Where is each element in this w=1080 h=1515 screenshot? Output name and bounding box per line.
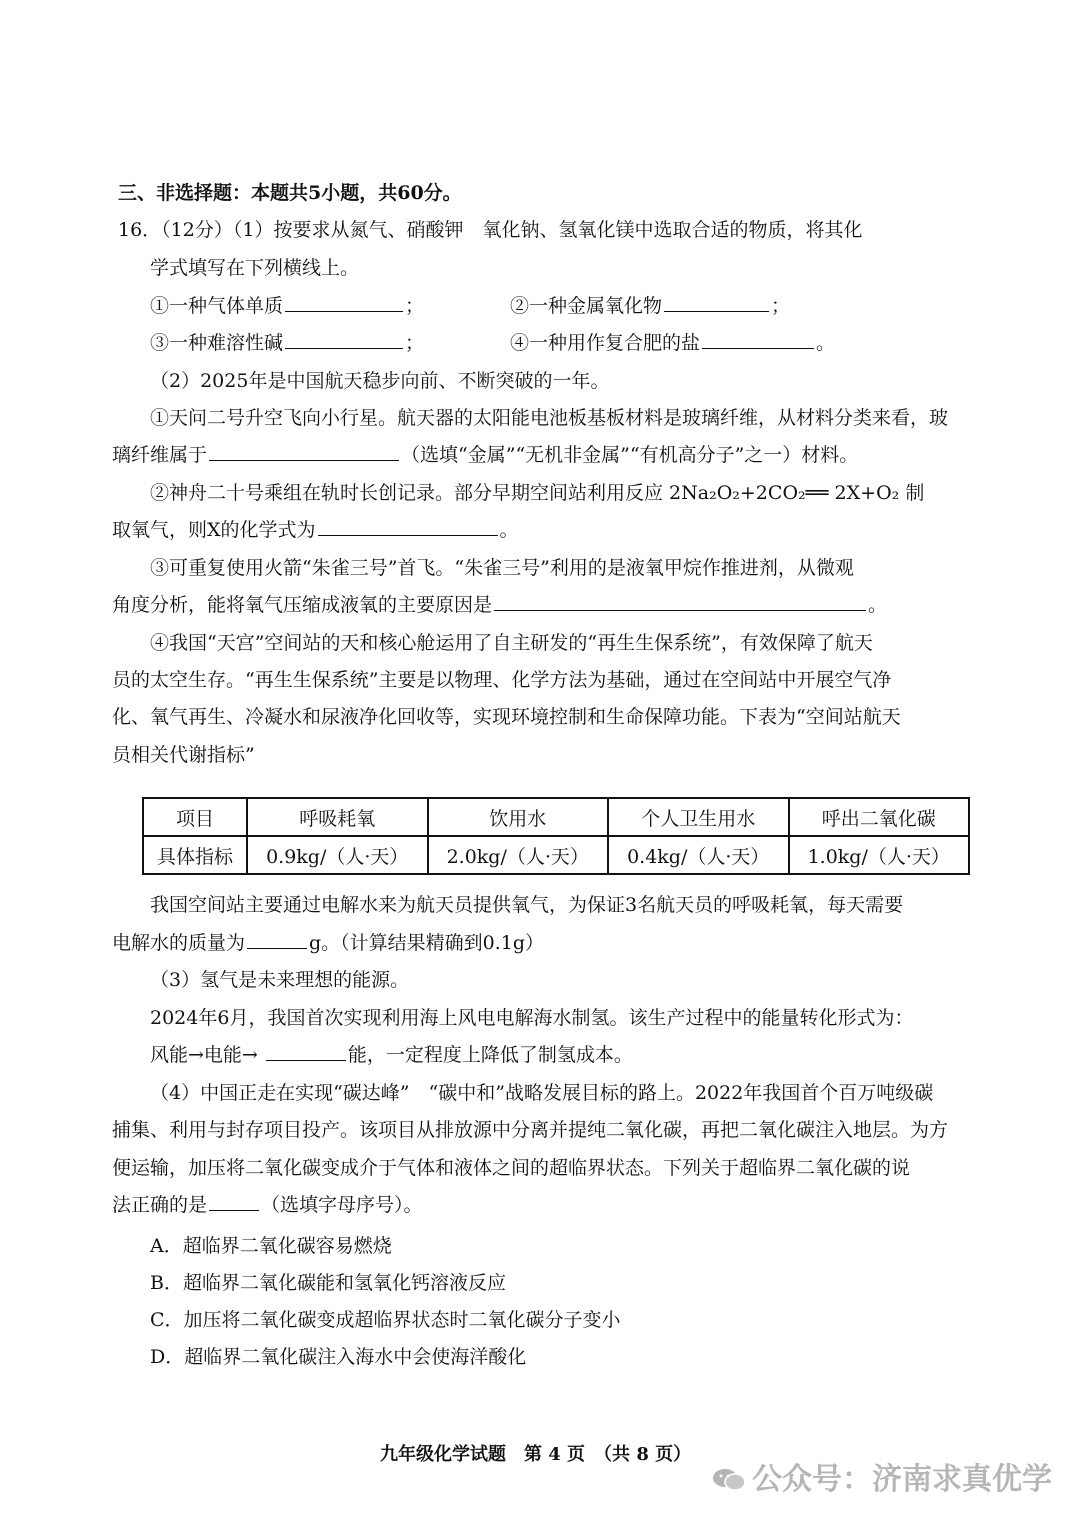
p2-3-text: 角度分析，能将氧气压缩成液氧的主要原因是 xyxy=(112,594,493,616)
p2-5-line2 xyxy=(112,930,544,956)
p2-1-text: 璃纤维属于 xyxy=(112,444,208,466)
table-header-cell: 呼出二氧化碳 xyxy=(789,798,970,836)
part3-title: （3）氢气是未来理想的能源。 xyxy=(150,969,410,991)
answer-blank-item3[interactable] xyxy=(285,330,403,349)
table-header-cell: 呼吸耗氧 xyxy=(247,798,428,836)
item2-label: ②一种金属氧化物 xyxy=(510,295,663,317)
option-c: C．加压将二氧化碳变成超临界状态时二氧化碳分子变小 xyxy=(150,1309,621,1331)
item4-sep: 。 xyxy=(816,332,836,354)
page-footer: 九年级化学试题 第 4 页 （共 8 页） xyxy=(380,1444,692,1465)
q16-item1 xyxy=(150,293,424,319)
q16-intro-line2: 学式填写在下列横线上。 xyxy=(150,257,360,279)
answer-blank-item4[interactable] xyxy=(702,330,814,349)
option-d: D．超临界二氧化碳注入海水中会使海洋酸化 xyxy=(150,1346,527,1368)
p2-3-line1: ③可重复使用火箭“朱雀三号”首飞。“朱雀三号”利用的是液氧甲烷作推进剂，从微观 xyxy=(150,557,854,579)
p2-2-line1: ②神舟二十号乘组在轨时长创记录。部分早期空间站利用反应 2Na₂O₂+2CO₂══ 2X+O₂ 制 xyxy=(150,482,925,504)
p2-4-line3: 化、氧气再生、冷凝水和尿液净化回收等，实现环境控制和生命保障功能。下表为“空间站航天 xyxy=(112,706,901,728)
p2-5-line1: 我国空间站主要通过电解水来为航天员提供氧气，为保证3名航天员的呼吸耗氧，每天需要 xyxy=(150,894,904,916)
option-b: B．超临界二氧化碳能和氢氧化钙溶液反应 xyxy=(150,1272,506,1294)
part4-text: 法正确的是 xyxy=(112,1194,208,1216)
answer-blank-water-mass[interactable] xyxy=(247,930,307,949)
q16-item3 xyxy=(150,330,424,356)
p2-4-line4: 员相关代谢指标” xyxy=(112,744,255,766)
table-header-cell: 饮用水 xyxy=(428,798,609,836)
wechat-watermark xyxy=(712,1454,1052,1498)
answer-blank-choice[interactable] xyxy=(209,1192,259,1211)
table-cell: 0.9kg/（人·天） xyxy=(247,836,428,874)
option-a: A．超临界二氧化碳容易燃烧 xyxy=(150,1235,392,1257)
item2-sep: ； xyxy=(771,295,791,317)
item3-label: ③一种难溶性碱 xyxy=(150,332,284,354)
section-title: 三、非选择题：本题共5小题，共60分。 xyxy=(118,182,462,204)
p2-1-hint: （选填“金属”“无机非金属”“有机高分子”之一）材料。 xyxy=(401,444,859,466)
wechat-icon xyxy=(712,1467,746,1491)
p2-5-text: 电解水的质量为 xyxy=(112,932,246,954)
answer-blank-item2[interactable] xyxy=(664,293,769,312)
q16-item2 xyxy=(510,293,790,319)
table-cell: 0.4kg/（人·天） xyxy=(608,836,789,874)
table-header-cell: 项目 xyxy=(143,798,247,836)
p3-text: 风能→电能→ xyxy=(150,1044,258,1066)
answer-blank-material[interactable] xyxy=(209,442,399,461)
part4-line4 xyxy=(112,1192,423,1218)
table-cell: 具体指标 xyxy=(143,836,247,874)
part4-line3: 便运输，加压将二氧化碳变成介于气体和液体之间的超临界状态。下列关于超临界二氧化碳的说 xyxy=(112,1157,911,1179)
part2-title: （2）2025年是中国航天稳步向前、不断突破的一年。 xyxy=(150,370,610,392)
part4-hint: （选填字母序号）。 xyxy=(261,1194,423,1216)
part4-line2: 捕集、利用与封存项目投产。该项目从排放源中分离并提纯二氧化碳，再把二氧化碳注入地层。为方 xyxy=(112,1119,949,1141)
q16-intro-line1: 16．（12分）（1）按要求从氮气、硝酸钾 氧化钠、氢氧化镁中选取合适的物质，将其化 xyxy=(118,219,863,241)
p2-2-text: 取氧气，则X的化学式为 xyxy=(112,519,316,541)
table-cell: 1.0kg/（人·天） xyxy=(789,836,970,874)
p3-line1: 2024年6月，我国首次实现利用海上风电电解海水制氢。该生产过程中的能量转化形式为： xyxy=(150,1007,914,1029)
p3-line2 xyxy=(150,1042,633,1068)
p2-3-line2 xyxy=(112,592,887,618)
answer-blank-reason[interactable] xyxy=(494,592,866,611)
item1-sep: ； xyxy=(405,295,425,317)
q16-item4 xyxy=(510,330,835,356)
p2-5-hint: g。（计算结果精确到0.1g） xyxy=(309,932,545,954)
item4-label: ④一种用作复合肥的盐 xyxy=(510,332,701,354)
p2-3-end: 。 xyxy=(868,594,888,616)
metabolic-table xyxy=(142,797,970,875)
part4-line1: （4）中国正走在实现“碳达峰” “碳中和”战略发展目标的路上。2022年我国首个百万吨级碳 xyxy=(150,1082,934,1104)
p2-1-line2 xyxy=(112,442,858,468)
p2-1-line1: ①天问二号升空飞向小行星。航天器的太阳能电池板基板材料是玻璃纤维，从材料分类来看，玻 xyxy=(150,407,949,429)
watermark-text: 公众号：济南求真优学 xyxy=(752,1462,1052,1497)
answer-blank-x-formula[interactable] xyxy=(318,517,498,536)
item3-sep: ； xyxy=(405,332,425,354)
table-cell: 2.0kg/（人·天） xyxy=(428,836,609,874)
table-header-row xyxy=(143,798,969,836)
p2-4-line2: 员的太空生存。“再生生保系统”主要是以物理、化学方法为基础，通过在空间站中开展空气净 xyxy=(112,669,892,691)
answer-blank-item1[interactable] xyxy=(285,293,403,312)
p3-rest: 能，一定程度上降低了制氢成本。 xyxy=(347,1044,633,1066)
table-header-cell: 个人卫生用水 xyxy=(608,798,789,836)
p2-2-line2 xyxy=(112,517,519,543)
item1-label: ①一种气体单质 xyxy=(150,295,284,317)
p2-4-line1: ④我国“天宫”空间站的天和核心舱运用了自主研发的“再生生保系统”，有效保障了航天 xyxy=(150,632,873,654)
p2-2-end: 。 xyxy=(499,519,519,541)
table-row xyxy=(143,836,969,874)
answer-blank-energy[interactable] xyxy=(266,1042,346,1061)
